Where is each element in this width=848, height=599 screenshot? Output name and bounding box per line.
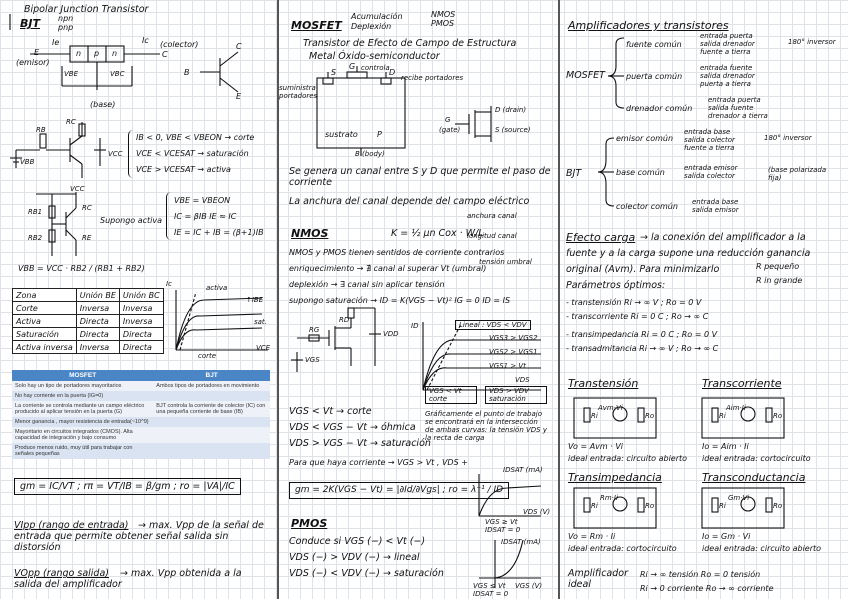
table-row bbox=[12, 443, 270, 459]
g-symbol-label: G bbox=[445, 116, 451, 124]
rc-label: RC bbox=[66, 118, 76, 126]
anchura-label: anchura canal bbox=[467, 212, 517, 220]
tension-umbral-label: tensión umbral bbox=[479, 258, 532, 266]
mosfet-label: MOSFET bbox=[566, 70, 605, 81]
bjt-config-1-note: 180° inversor bbox=[764, 134, 812, 142]
ideal-line-1: Ri → ∞ tensión Ro = 0 tensión bbox=[640, 570, 761, 579]
vipp-text: → max. Vpp de la señal de entrada que permite obtener señal salida sin distorsión bbox=[14, 520, 264, 553]
nmos-line-4: supongo saturación → ID = K(VGS − Vt)² IG = 0 ID = IS bbox=[289, 296, 511, 305]
rd-label: RD bbox=[339, 316, 350, 324]
efecto-carga-text-1: → la conexión del amplificador a la bbox=[640, 232, 806, 243]
mos-config-2-line-2: salida drenador bbox=[700, 72, 755, 80]
c-terminal: C bbox=[162, 50, 168, 59]
graph-sat-box: VDS > VDV saturación bbox=[485, 386, 547, 404]
gate-label: (gate) bbox=[439, 126, 461, 134]
g-terminal: G bbox=[349, 62, 356, 71]
type-transcorriente-ideal: ideal entrada: cortocircuito bbox=[702, 454, 811, 463]
mos-config-1-line-2: salida drenador bbox=[700, 40, 755, 48]
graph-vce-label: VCE bbox=[256, 344, 271, 352]
table-row bbox=[12, 381, 270, 391]
bjt-config-2-note: (base polarizada fija) bbox=[768, 166, 827, 182]
graph-vds2-label: VDS (V) bbox=[523, 508, 551, 516]
type-transcorriente-src: Aim·Ii bbox=[726, 404, 746, 412]
bjt-config-2-name: base común bbox=[616, 168, 665, 177]
drain-label: D (drain) bbox=[495, 106, 527, 114]
region-corte: IB < 0, VBE < VBEON → corte bbox=[136, 133, 255, 142]
p-label: P bbox=[377, 130, 382, 139]
graph-corte-label: corte bbox=[198, 352, 217, 360]
type-transconductancia-title: Transconductancia bbox=[702, 471, 806, 484]
condicion-corriente: Para que haya corriente → VGS > Vt , VDS + bbox=[289, 458, 468, 467]
bjt-title: Bipolar Junction Transistor bbox=[24, 4, 149, 15]
pmos-small-label: PMOS bbox=[431, 19, 455, 28]
table-cell: Saturación bbox=[13, 328, 77, 341]
graph-idsat2-label: IDSAT (mA) bbox=[501, 538, 541, 546]
activa-line-2: IC = βIB IE ≈ IC bbox=[174, 212, 237, 221]
s-terminal: S bbox=[331, 68, 337, 77]
npn-label: npn bbox=[58, 14, 74, 23]
type-transcorriente-rel: Io = Aim · Ii bbox=[702, 442, 749, 451]
rc2-label: RC bbox=[82, 204, 92, 212]
mos-config-1-name: fuente común bbox=[626, 40, 682, 49]
mos-config-1-line-1: entrada puerta bbox=[700, 32, 753, 40]
type-transtension-src: Avm·Vi bbox=[598, 404, 623, 412]
acumulacion-label: Acumulación bbox=[351, 12, 403, 21]
ie-label: Ie bbox=[52, 38, 60, 47]
type-transimpedancia-rel: Vo = Rm · Ii bbox=[568, 532, 616, 541]
vbe-label: VBE bbox=[64, 70, 79, 78]
pmos-line-1: Conduce si VGS (−) < Vt (−) bbox=[289, 536, 426, 547]
graph-corte-box: VGS < Vt corte bbox=[425, 386, 477, 404]
bjt-column bbox=[0, 0, 276, 599]
table-cell bbox=[153, 417, 270, 427]
suministra-label: suministra portadores bbox=[279, 84, 318, 100]
mos-config-3-line-1: entrada puerta bbox=[708, 96, 761, 104]
deplexion-label: Deplexión bbox=[351, 22, 392, 31]
table-cell: Inversa bbox=[119, 315, 163, 328]
mosfet-gm-formula: gm = 2K(VGS − Vt) = |∂Id/∂Vgs| ; ro = λ⁻¹ / ID bbox=[289, 482, 509, 499]
symbol-b: B bbox=[184, 68, 190, 77]
longitud-label: longitud canal bbox=[467, 232, 517, 240]
type-transimpedancia-ro: Ro bbox=[645, 502, 655, 510]
table-cell: Activa inversa bbox=[13, 341, 77, 354]
pmos-line-2: VDS (−) > VDV (−) → lineal bbox=[289, 552, 420, 563]
graph-id-label: ID bbox=[411, 322, 419, 330]
vbb-formula: VBB = VCC · RB2 / (RB1 + RB2) bbox=[18, 264, 145, 273]
bjt-config-3-line-1: entrada base bbox=[692, 198, 739, 206]
pmos-line-3: VDS (−) < VDV (−) → saturación bbox=[289, 568, 444, 579]
mos-config-2-line-1: entrada fuente bbox=[700, 64, 753, 72]
pnp-label: pnp bbox=[58, 23, 74, 32]
nmos-small-label: NMOS bbox=[431, 10, 456, 19]
bjt-config-3-line-2: salida emisor bbox=[692, 206, 739, 214]
bjt-config-1-name: emisor común bbox=[616, 134, 674, 143]
table-cell bbox=[153, 427, 270, 443]
table-row bbox=[12, 417, 270, 427]
mosfet-title: MOSFET bbox=[291, 19, 342, 32]
vcc-label: VCC bbox=[108, 150, 123, 158]
table-cell bbox=[153, 391, 270, 401]
parametros-title: Parámetros óptimos: bbox=[566, 280, 666, 291]
mosfet-column bbox=[279, 0, 557, 599]
table-row bbox=[13, 315, 164, 328]
collector-label: (colector) bbox=[160, 40, 199, 49]
rb2-label: RB2 bbox=[28, 234, 43, 242]
grafica-note: Gráficamente el punto de trabajo se encontrará en la intersección de ambas curvas: la tensión VDS y la recta de carga bbox=[425, 410, 547, 442]
table-cell: Activa bbox=[13, 315, 77, 328]
bjt-config-1-line-2: salida colector bbox=[684, 136, 735, 144]
vbc-label: VBC bbox=[110, 70, 125, 78]
graph-curve-1: VGS1 > Vt bbox=[489, 362, 526, 370]
graph-vds-label: VDS bbox=[515, 376, 530, 384]
bjt-gm-formula: gm = IC/VT ; rπ = VT/IB = β/gm ; ro = |VA|/IC bbox=[14, 478, 241, 495]
activa-brace bbox=[166, 192, 171, 240]
type-transtension-ideal: ideal entrada: circuito abierto bbox=[568, 454, 688, 463]
bjt-config-1-line-1: entrada base bbox=[684, 128, 731, 136]
table-header-row bbox=[12, 370, 270, 381]
graph-activa-label: activa bbox=[206, 284, 228, 292]
nmos-line-1: NMOS y PMOS tienen sentidos de corriente contrarios bbox=[289, 248, 505, 257]
param-transimpedancia: - transimpedancia Ri = 0 C ; Ro = 0 V bbox=[566, 330, 718, 339]
table-header-cell: Unión BE bbox=[76, 289, 119, 302]
nmos-line-3: deplexión → ∃ canal sin aplicar tensión bbox=[289, 280, 445, 289]
table-row bbox=[13, 302, 164, 315]
nmos-line-2: enriquecimiento → ∄ canal al superar Vt (umbral) bbox=[289, 264, 487, 273]
type-transcorriente-ri: Ri bbox=[719, 412, 726, 420]
vdd-label: VDD bbox=[383, 330, 399, 338]
type-transconductancia-ideal: ideal entrada: circuito abierto bbox=[702, 544, 822, 553]
bjt-config-1-line-3: fuente a tierra bbox=[684, 144, 735, 152]
param-transcorriente: - transcorriente Ri = 0 C ; Ro → ∞ C bbox=[566, 312, 709, 321]
efecto-carga-title: Efecto carga bbox=[566, 231, 636, 244]
bullet-canal: Se genera un canal entre S y D que permite el paso de corriente bbox=[289, 166, 551, 188]
table-row bbox=[13, 341, 164, 354]
graph-vgs-le-label: VGS ≤ Vt bbox=[473, 582, 506, 590]
table-cell: Produce menos ruido, muy útil para trabajar con señales pequeñas bbox=[12, 443, 153, 459]
ideal-line-2: Ri → 0 corriente Ro → ∞ corriente bbox=[640, 584, 774, 593]
ic-label: Ic bbox=[142, 36, 149, 45]
vipp-title: VIpp (rango de entrada) bbox=[14, 520, 129, 531]
vopp-title: VOpp (rango salida) bbox=[14, 568, 109, 579]
table-cell: Mayoritario en circuitos integrados (CMOS). Alta capacidad de integración y bajo consumo bbox=[12, 427, 153, 443]
table-row bbox=[12, 427, 270, 443]
table-cell: No hay corriente en la puerta (IG=0) bbox=[12, 391, 153, 401]
re-label: RE bbox=[82, 234, 92, 242]
activa-line-3: IE = IC + IB = (β+1)IB bbox=[174, 228, 264, 237]
e-terminal: E bbox=[34, 48, 40, 57]
mos-region-ohmica: VDS < VGS − Vt → óhmica bbox=[289, 422, 416, 433]
n2-label: n bbox=[112, 49, 118, 58]
controla-label: controla bbox=[361, 64, 390, 72]
recibe-label: recibe portadores bbox=[401, 74, 464, 82]
mos-region-corte: VGS < Vt → corte bbox=[289, 406, 372, 417]
table-row bbox=[12, 401, 270, 417]
mosfet-desc-1: Transistor de Efecto de Campo de Estructura bbox=[303, 38, 517, 49]
graph-curve-3: VGS3 > VGS2 bbox=[489, 334, 538, 342]
vbb-label: VBB bbox=[20, 158, 35, 166]
param-transtension: - transtensión Ri → ∞ V ; Ro = 0 V bbox=[566, 298, 702, 307]
mos-config-3-line-2: salida fuente bbox=[708, 104, 754, 112]
table-header-cell: MOSFET bbox=[12, 370, 153, 381]
nmos-heading: NMOS bbox=[291, 227, 329, 240]
source-label: S (source) bbox=[495, 126, 531, 134]
d-terminal: D bbox=[389, 68, 396, 77]
efecto-carga-text-3: original (Avm). Para minimizarlo bbox=[566, 264, 720, 275]
mos-config-3-name: drenador común bbox=[626, 104, 693, 113]
graph-idsat-label: IDSAT (mA) bbox=[503, 466, 543, 474]
rg-label: RG bbox=[309, 326, 320, 334]
graph-sat-label: sat. bbox=[254, 318, 267, 326]
mosfet-desc-2: Metal Óxido-semiconductor bbox=[309, 51, 440, 62]
table-cell: Corte bbox=[13, 302, 77, 315]
table-header-cell: Zona bbox=[13, 289, 77, 302]
table-header-cell: BJT bbox=[153, 370, 270, 381]
bjt-label: BJT bbox=[566, 168, 582, 179]
param-transadmitancia: - transadmitancia Ri → ∞ V ; Ro → ∞ C bbox=[566, 344, 719, 353]
type-transimpedancia-ideal: ideal entrada: cortocircuito bbox=[568, 544, 677, 553]
table-cell bbox=[153, 443, 270, 459]
bjt-config-2-line-2: salida colector bbox=[684, 172, 735, 180]
type-transimpedancia-src: Rm·Ii bbox=[600, 494, 618, 502]
vcc2-label: VCC bbox=[70, 185, 85, 193]
rb-label: RB bbox=[36, 126, 46, 134]
sustrato-label: sustrato bbox=[325, 130, 358, 139]
mos-config-2-name: puerta común bbox=[626, 72, 683, 81]
efecto-r-grande: R in grande bbox=[756, 276, 803, 285]
p-label: p bbox=[94, 49, 100, 58]
type-transtension-ri: Ri bbox=[591, 412, 598, 420]
table-cell: Directa bbox=[76, 315, 119, 328]
symbol-e: E bbox=[236, 92, 242, 101]
graph-vgsvt-label: VGS ≥ Vt bbox=[485, 518, 518, 526]
vgs-label: VGS bbox=[305, 356, 320, 364]
regions-brace bbox=[128, 130, 133, 178]
type-transtension-ro: Ro bbox=[645, 412, 655, 420]
type-transcorriente-title: Transcorriente bbox=[702, 377, 782, 390]
amplifiers-column bbox=[560, 0, 848, 599]
vopp-text: → max. Vpp obtenida a la salida del amplificador bbox=[14, 568, 242, 590]
type-transimpedancia-title: Transimpedancia bbox=[568, 471, 662, 484]
supongo-activa: Supongo activa bbox=[100, 216, 163, 225]
type-transimpedancia-ri: Ri bbox=[591, 502, 598, 510]
table-cell: Directa bbox=[76, 328, 119, 341]
graph-curve-2: VGS2 > VGS1 bbox=[489, 348, 538, 356]
table-header-cell: Unión BC bbox=[119, 289, 163, 302]
type-transconductancia-ro: Ro bbox=[773, 502, 783, 510]
table-cell: Ambos tipos de portadores en movimiento bbox=[153, 381, 270, 391]
emitter-label: (emisor) bbox=[16, 58, 50, 67]
graph-idsat0-label: IDSAT = 0 bbox=[485, 526, 521, 534]
table-cell: Inversa bbox=[119, 302, 163, 315]
bjt-zones-table bbox=[12, 288, 164, 354]
type-transtension-rel: Vo = Avm · Vi bbox=[568, 442, 624, 451]
bjt-config-2-line-1: entrada emisor bbox=[684, 164, 738, 172]
base-label: (base) bbox=[90, 100, 116, 109]
bullet-anchura: La anchura del canal depende del campo eléctrico bbox=[289, 196, 530, 207]
mos-config-3-line-3: drenador a tierra bbox=[708, 112, 768, 120]
efecto-carga-text-2: fuente y a la carga supone una reducción ganancia bbox=[566, 248, 811, 259]
activa-line-1: VBE = VBEON bbox=[174, 196, 231, 205]
table-cell: Inversa bbox=[76, 302, 119, 315]
table-cell: Directa bbox=[119, 328, 163, 341]
k-formula: K = ½ μn Cox · W/L bbox=[391, 228, 484, 239]
graph-vgs2-label: VGS (V) bbox=[515, 582, 543, 590]
graph-ic-label: Ic bbox=[166, 280, 172, 288]
graph-ibe-label: ↑IBE bbox=[246, 296, 264, 304]
type-transconductancia-src: Gm·Vi bbox=[728, 494, 750, 502]
type-transcorriente-ro: Ro bbox=[773, 412, 783, 420]
bjt-label: BJT bbox=[20, 17, 40, 30]
mos-config-2-line-3: puerta a tierra bbox=[700, 80, 751, 88]
n1-label: n bbox=[76, 49, 82, 58]
rb1-label: RB1 bbox=[28, 208, 43, 216]
table-cell: Solo hay un tipo de portadores mayoritarios bbox=[12, 381, 153, 391]
table-row bbox=[12, 391, 270, 401]
mosfet-bjt-comparison-table bbox=[12, 370, 270, 459]
graph-idsat0-b-label: IDSAT = 0 bbox=[473, 590, 509, 598]
mos-config-1-note: 180° inversor bbox=[788, 38, 836, 46]
mos-region-saturacion: VDS > VGS − Vt → saturación bbox=[289, 438, 431, 449]
table-header-row bbox=[13, 289, 164, 302]
amp-title: Amplificadores y transistores bbox=[568, 19, 729, 32]
pmos-heading: PMOS bbox=[291, 517, 328, 530]
graph-lineal-label: Lineal : VDS < VDV bbox=[455, 320, 531, 330]
mos-config-1-line-3: fuente a tierra bbox=[700, 48, 751, 56]
type-transtension-title: Transtensión bbox=[568, 377, 639, 390]
table-cell: Menor ganancia , mayor resistencia de entrada(~10^9) bbox=[12, 417, 153, 427]
region-saturacion: VCE < VCESAT → saturación bbox=[136, 149, 249, 158]
symbol-c: C bbox=[236, 42, 242, 51]
region-activa: VCE > VCESAT → activa bbox=[136, 165, 231, 174]
type-transconductancia-ri: Ri bbox=[719, 502, 726, 510]
body-label: B (body) bbox=[355, 150, 385, 158]
table-cell: Inversa bbox=[76, 341, 119, 354]
table-cell: La corriente se controla mediante un campo eléctrico producido al aplicar tensión en la puerta (G) bbox=[12, 401, 153, 417]
table-cell: BJT controla la corriente de colector (IC) con una pequeña corriente de base (IB) bbox=[153, 401, 270, 417]
table-row bbox=[13, 328, 164, 341]
type-transconductancia-rel: Io = Gm · Vi bbox=[702, 532, 751, 541]
amplificador-ideal-heading: Amplificador ideal bbox=[568, 568, 628, 590]
table-cell: Directa bbox=[119, 341, 163, 354]
bjt-config-3-name: colector común bbox=[616, 202, 678, 211]
efecto-r-pequeno: R pequeño bbox=[756, 262, 800, 271]
